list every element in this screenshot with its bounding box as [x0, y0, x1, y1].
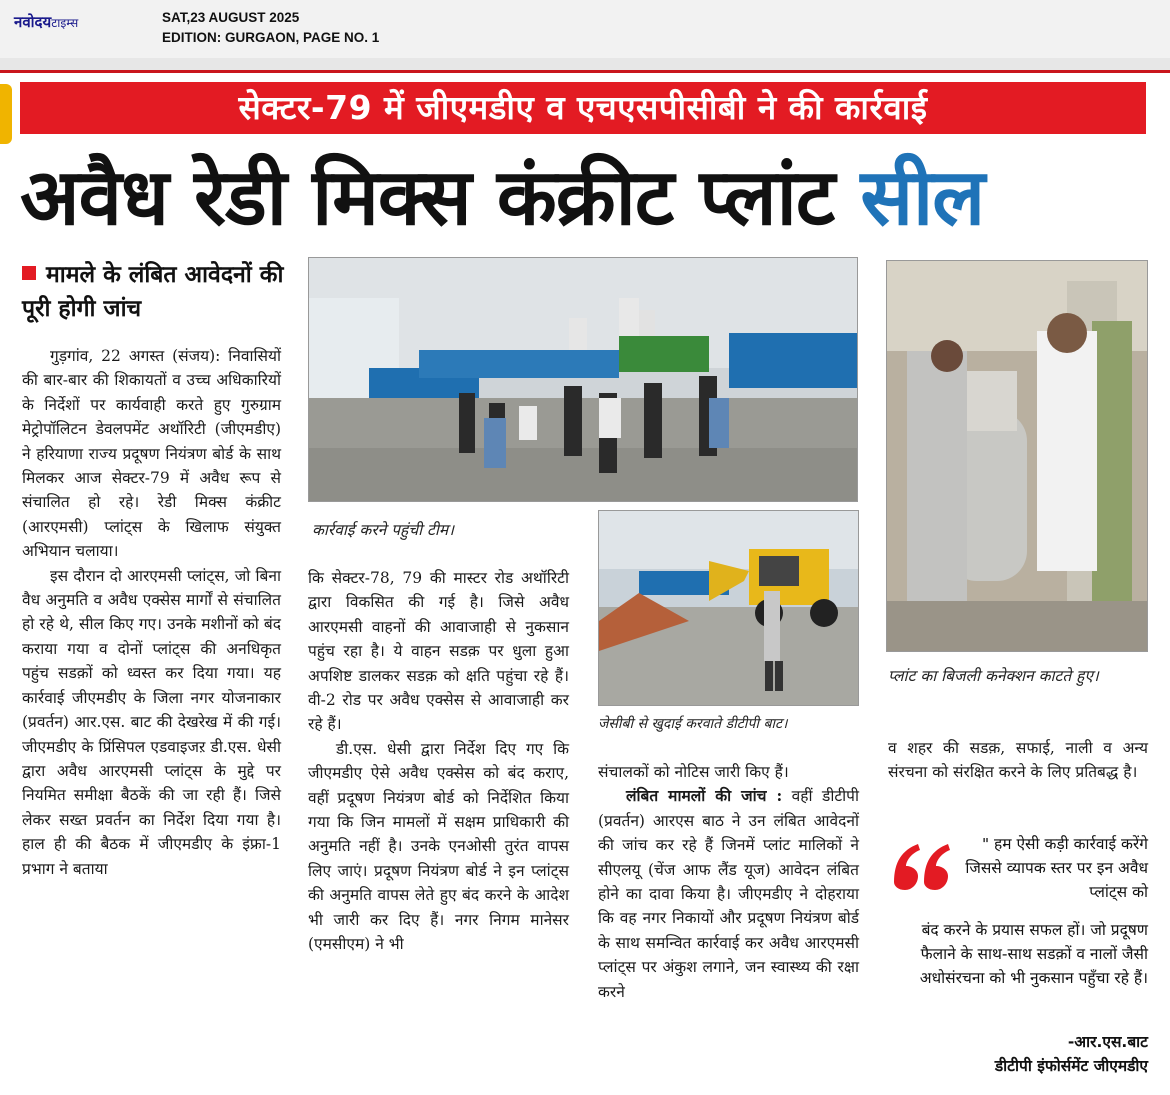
photo-team-at-site	[308, 257, 858, 502]
article-column-4	[888, 736, 1148, 785]
clipped-top-strip	[0, 58, 1170, 70]
photo-power-cut	[886, 260, 1148, 652]
photo-team-image	[309, 258, 857, 501]
inline-subheading: लंबित मामलों की जांच :	[626, 786, 783, 806]
article-column-1	[22, 344, 281, 881]
issue-date: SAT,23 AUGUST 2025	[162, 10, 300, 25]
headline	[20, 148, 1160, 248]
article-paragraph: इस दौरान दो आरएमसी प्लांट्स, जो बिना वैध अनुमति व अवैध एक्सेस मार्गों से संचालित हो रहे थे, सील किए गए। उनके मशीनों को बंद कराया गया व दोनों प्लांट्स की अनधिकृत पहुंच सडक़ों को ध्वस्त कर दिया गया। यह कार्रवाई जीएमडीए के जिला नगर योजनाकार (प्रवर्तन) आर.एस. बाट की देखरेख में की गई। जीएमडीए के प्रिंसिपल एडवाइजऱ डी.एस. धेसी द्वारा अवैध आरएमसी प्लांट्स के मुद्दे पर नियमित समीक्षा बैठकें की जा रही हैं। जिसे लेकर सख्त प्रवर्तन का निर्देश दिया गया है। हाल ही की बैठक में जीएमडीए के इंफ्रा-1 प्रभाग ने बताया	[22, 566, 281, 878]
photo-power-cut-image	[887, 261, 1147, 651]
edition-meta	[162, 8, 379, 48]
edition-bar	[0, 0, 1170, 59]
pull-quote: " हम ऐसी कड़ी कार्रवाई करेंगे जिससे व्यापक स्तर पर इन अवैध प्लांट्स को	[965, 835, 1148, 902]
article-paragraph: व शहर की सडक़, सफाई, नाली व अन्य संरचना को संरक्षित करने के लिए प्रतिबद्ध है।	[888, 739, 1148, 782]
quote-designation: डीटीपी इंफोर्समेंट जीएमडीए	[994, 1057, 1148, 1075]
pull-quote-continued: बंद करने के प्रयास सफल हों। जो प्रदूषण फैलाने के साथ-साथ सडक़ों व नालों जैसी अधोसंरचना को भी नुकसान पहुँचा रहे हैं।	[919, 921, 1148, 988]
bullet-square-icon	[22, 266, 36, 280]
article-paragraph: गुड़गांव, 22 अगस्त (संजय): निवासियों की बार-बार की शिकायतों व उच्च अधिकारियों के निर्देशों पर कार्यवाही करते हुए गुरुग्राम मेट्रोपॉलिटन डेवलपमेंट अथॉरिटी (जीएमडीए) ने हरियाणा राज्य प्रदूषण नियंत्रण बोर्ड के साथ मिलकर आज सेक्टर-79 में अवैध रूप से संचालित हो रहे। रेडी मिक्स कंक्रीट (आरएमसी) प्लांट्स के खिलाफ संयुक्त अभियान चलाया।	[22, 347, 281, 561]
edition-info: EDITION: GURGAON, PAGE NO. 1	[162, 30, 380, 45]
quote-attribution	[900, 1030, 1148, 1078]
newspaper-logo	[14, 12, 78, 32]
left-edge-marker	[0, 84, 12, 144]
article-paragraph: संचालकों को नोटिस जारी किए हैं।	[598, 763, 789, 781]
kicker-banner: सेक्टर-79 में जीएमडीए व एचएसपीसीबी ने की कार्रवाई	[20, 82, 1146, 134]
article-column-2	[308, 566, 569, 957]
headline-accent: सील	[860, 153, 985, 243]
article-paragraph: कि सेक्टर-78, 79 की मास्टर रोड अथॉरिटी द्वारा विकसित की गई है। जिसे अवैध आरएमसी वाहनों की आवाजाही से नुकसान पहुंच रहा है। ये वाहन सडक़ पर धुला हुआ अपशिष्ट डालकर सडक़ को क्षति पहुंचा रहे हैं। वी-2 रोड पर अवैध एक्सेस से आवाजाही कर रहे हैं।	[308, 569, 569, 734]
caption-photo-1: कार्रवाई करने पहुंची टीम।	[312, 521, 454, 539]
article-paragraph: डी.एस. धेसी द्वारा निर्देश दिए गए कि जीएमडीए ऐसे अवैध एक्सेस को बंद कराए, वहीं प्रदूषण नियंत्रण बोर्ड को निर्देशित किया गया कि जिन मामलों में सक्षम प्राधिकारी की अनुमति नहीं है। उनके एनओसी तुरंत वापस लिए जाएं। प्रदूषण नियंत्रण बोर्ड ने इन प्लांट्स की अनुमति वापस लेते हुए बंद करने के आदेश भी जारी कर दिए हैं। नगर निगम मानेसर (एमसीएम) ने भी	[308, 739, 569, 954]
article-text: वहीं डीटीपी (प्रवर्तन) आरएस बाठ ने उन लंबित आवेदनों की जांच कर रहे हैं जिनमें प्लांट मालिकों ने सीएलयू (चेंज आफ लैंड यूज) आवेदन लंबित होने का दावा किया है। जीएमडीए ने दोहराया कि वह नगर निकायों और प्रदूषण नियंत्रण बोर्ड के साथ समन्वित कार्रवाई कर अवैध आरएमसी प्लांट्स पर अंकुश लगाने, जन स्वास्थ्य की रक्षा करने	[598, 787, 859, 1001]
article-column-3	[598, 760, 859, 1004]
quote-icon	[888, 832, 952, 896]
photo-jcb-image	[599, 511, 858, 705]
top-rule	[0, 70, 1170, 73]
logo-text: नवोदय	[14, 13, 52, 31]
caption-photo-2: जेसीबी से खुदाई करवाते डीटीपी बाट।	[598, 716, 788, 732]
quote-author: -आर.एस.बाट	[1067, 1033, 1148, 1051]
subhead	[22, 258, 292, 326]
logo-subtext: टाइम्स	[51, 16, 79, 30]
headline-main: अवैध रेडी मिक्स कंक्रीट प्लांट	[20, 153, 861, 243]
photo-jcb-digging	[598, 510, 859, 706]
subhead-text: मामले के लंबित आवेदनों की पूरी होगी जांच	[22, 262, 284, 322]
caption-photo-3: प्लांट का बिजली कनेक्शन काटते हुए।	[888, 667, 1099, 685]
article-paragraph	[598, 784, 859, 1004]
